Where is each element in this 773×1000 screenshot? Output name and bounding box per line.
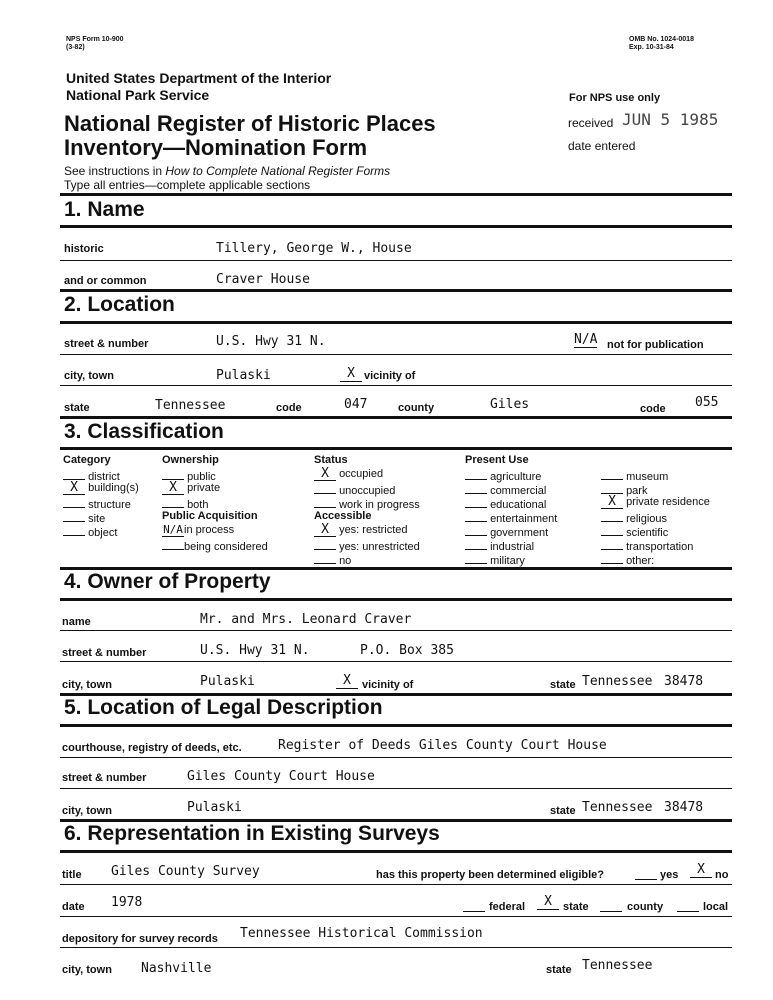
checkbox-row[interactable]: object <box>63 523 139 537</box>
section-5-heading: 5. Location of Legal Description <box>64 696 383 719</box>
legal-state-field[interactable]: Tennessee <box>582 800 653 815</box>
divider <box>60 850 732 853</box>
owner-city-label: city, town <box>62 679 112 691</box>
checkbox-row[interactable]: both <box>162 495 268 509</box>
service: National Park Service <box>66 87 210 103</box>
survey-state-field[interactable]: Tennessee <box>582 958 653 973</box>
form-title-line2: Inventory—Nomination Form <box>64 135 368 160</box>
checkbox-row[interactable]: government <box>465 523 557 537</box>
legal-street-field[interactable]: Giles County Court House <box>187 769 375 784</box>
divider <box>60 289 732 292</box>
legal-zip-field[interactable]: 38478 <box>664 800 704 815</box>
owner-name-label: name <box>62 616 91 628</box>
state-survey-label: state <box>563 901 589 913</box>
instructions-line2: Type all entries—complete applicable sections <box>64 178 311 192</box>
eligible-no-label: no <box>715 869 729 881</box>
state-survey-checkbox[interactable]: X <box>537 894 559 910</box>
date-entered-label: date entered <box>568 139 636 153</box>
checkbox-row[interactable]: work in progress <box>314 495 420 509</box>
checkbox-row[interactable]: educational <box>465 495 557 509</box>
rule <box>60 788 732 789</box>
legal-city-field[interactable]: Pulaski <box>187 800 242 815</box>
checkbox-row[interactable]: structure <box>63 495 139 509</box>
rule <box>60 661 732 662</box>
street-label: street & number <box>64 338 149 350</box>
federal-checkbox[interactable] <box>463 896 485 912</box>
rule <box>60 354 732 355</box>
checkbox-row[interactable]: site <box>63 509 139 523</box>
rule <box>60 916 732 917</box>
checkbox-row[interactable]: district <box>63 467 139 481</box>
checkbox-row[interactable]: X private residence <box>601 495 710 509</box>
owner-pobox-field[interactable]: P.O. Box 385 <box>360 643 454 658</box>
category-group: Category district X building(s) structure site object <box>63 454 139 539</box>
section-6-heading: 6. Representation in Existing Surveys <box>64 822 440 845</box>
city-field[interactable]: Pulaski <box>216 368 271 383</box>
owner-name-field[interactable]: Mr. and Mrs. Leonard Craver <box>200 612 412 627</box>
section-1-heading: 1. Name <box>64 198 145 221</box>
survey-date-label: date <box>62 901 85 913</box>
checkbox-row[interactable]: yes: unrestricted <box>314 537 420 551</box>
section-3-heading: 3. Classification <box>64 420 224 443</box>
survey-title-label: title <box>62 869 82 881</box>
county-label: county <box>398 402 435 414</box>
depository-field[interactable]: Tennessee Historical Commission <box>240 926 483 941</box>
legal-street-label: street & number <box>62 772 147 784</box>
section-2-heading: 2. Location <box>64 293 175 316</box>
received-stamp: JUN 5 1985 <box>622 110 719 129</box>
checkbox-row[interactable]: scientific <box>601 523 710 537</box>
checkbox-row[interactable]: being considered <box>162 537 268 551</box>
eligible-no-checkbox[interactable]: X <box>690 862 712 878</box>
federal-label: federal <box>489 901 526 913</box>
divider <box>60 321 732 324</box>
checkbox-row[interactable]: no <box>314 551 420 565</box>
state-code-field[interactable]: 047 <box>344 397 368 412</box>
checkbox-row[interactable]: unoccupied <box>314 481 420 495</box>
city-label: city, town <box>64 370 114 382</box>
owner-state-field[interactable]: Tennessee <box>582 674 653 689</box>
received-label: received <box>568 116 614 130</box>
checkbox-row[interactable]: other: <box>601 551 710 565</box>
form-title-line1: National Register of Historic Places <box>64 111 436 136</box>
checkbox-row[interactable]: X yes: restricted <box>314 523 420 537</box>
divider <box>60 416 732 419</box>
state-label: state <box>64 402 90 414</box>
county-field[interactable]: Giles <box>490 397 530 412</box>
courthouse-field[interactable]: Register of Deeds Giles County Court House <box>278 738 607 753</box>
street-field[interactable]: U.S. Hwy 31 N. <box>216 334 326 349</box>
county-code-field[interactable]: 055 <box>695 395 719 410</box>
owner-state-label: state <box>550 679 576 691</box>
department: United States Department of the Interior <box>66 70 332 86</box>
divider <box>60 193 732 196</box>
owner-street-field[interactable]: U.S. Hwy 31 N. <box>200 643 310 658</box>
survey-title-field[interactable]: Giles County Survey <box>111 864 260 879</box>
rule <box>60 260 732 261</box>
present-use-group-2 <box>601 467 710 565</box>
divider <box>60 598 732 601</box>
rule <box>60 630 732 631</box>
divider <box>60 447 732 450</box>
nps-use-heading: For NPS use only <box>569 92 661 104</box>
code-label: code <box>276 402 302 414</box>
county-survey-checkbox[interactable] <box>600 896 622 912</box>
checkbox-row[interactable]: park <box>601 481 710 495</box>
checkbox-row[interactable]: X private <box>162 481 268 495</box>
checkbox-row[interactable]: public <box>162 467 268 481</box>
rule <box>60 385 732 386</box>
status-group: Status X occupied unoccupied work in progress Accessible X yes: restricted yes: unrestricted no <box>314 454 420 567</box>
survey-city-label: city, town <box>62 964 112 976</box>
omb-number: OMB No. 1024-0018 Exp. 10-31-84 <box>629 36 694 51</box>
checkbox-row[interactable]: museum <box>601 467 710 481</box>
common-name-label: and or common <box>64 275 147 287</box>
divider <box>60 724 732 727</box>
checkbox-row[interactable]: X building(s) <box>63 481 139 495</box>
owner-street-label: street & number <box>62 647 147 659</box>
county-survey-label: county <box>627 901 664 913</box>
checkbox-row[interactable]: transportation <box>601 537 710 551</box>
survey-date-field[interactable]: 1978 <box>111 895 143 910</box>
courthouse-label: courthouse, registry of deeds, etc. <box>62 742 242 754</box>
depository-label: depository for survey records <box>62 933 218 945</box>
eligible-yes-label: yes <box>660 869 679 881</box>
owner-city-field[interactable]: Pulaski <box>200 674 255 689</box>
present-use-group: Present Use agriculture commercial educational entertainment government industrial military <box>465 454 558 567</box>
eligible-yes-checkbox[interactable] <box>635 864 657 880</box>
checkbox-row[interactable]: religious <box>601 509 710 523</box>
state-field[interactable]: Tennessee <box>155 398 226 413</box>
rule <box>60 884 732 885</box>
checkbox-row[interactable]: agriculture <box>465 467 557 481</box>
legal-state-label: state <box>550 805 576 817</box>
survey-city-field[interactable]: Nashville <box>141 961 212 976</box>
historic-name-field[interactable]: Tillery, George W., House <box>216 241 412 256</box>
section-4-heading: 4. Owner of Property <box>64 570 271 593</box>
checkbox-row[interactable]: military <box>465 551 557 565</box>
checkbox-row[interactable]: X occupied <box>314 467 420 481</box>
rule <box>60 947 732 948</box>
vicinity-checkbox[interactable]: X <box>340 366 362 382</box>
eligible-question: has this property been determined eligible? <box>376 869 604 881</box>
ownership-group: Ownership public X private both Public Acquisition N/Ain process being considered <box>162 454 268 553</box>
common-name-field[interactable]: Craver House <box>216 272 310 287</box>
local-survey-label: local <box>703 901 729 913</box>
rule <box>60 757 732 758</box>
instructions-line1: See instructions in How to Complete National Register Forms <box>64 164 391 178</box>
historic-label: historic <box>64 243 104 255</box>
local-survey-checkbox[interactable] <box>677 896 699 912</box>
checkbox-row[interactable]: commercial <box>465 481 557 495</box>
vicinity-label: vicinity of <box>364 370 416 382</box>
legal-city-label: city, town <box>62 805 112 817</box>
owner-vicinity-label: vicinity of <box>362 679 414 691</box>
checkbox-row[interactable]: industrial <box>465 537 557 551</box>
not-for-publication-label: not for publication <box>607 339 704 351</box>
checkbox-row[interactable]: entertainment <box>465 509 557 523</box>
checkbox-row[interactable]: N/Ain process <box>163 523 235 536</box>
not-for-publication-mark[interactable]: N/A <box>574 332 598 347</box>
form-number: NPS Form 10-900 (3-82) <box>66 36 124 51</box>
divider <box>60 225 732 228</box>
county-code-label: code <box>640 403 666 415</box>
owner-zip-field[interactable]: 38478 <box>664 674 704 689</box>
survey-state-label: state <box>546 964 572 976</box>
owner-vicinity-checkbox[interactable]: X <box>336 673 358 689</box>
